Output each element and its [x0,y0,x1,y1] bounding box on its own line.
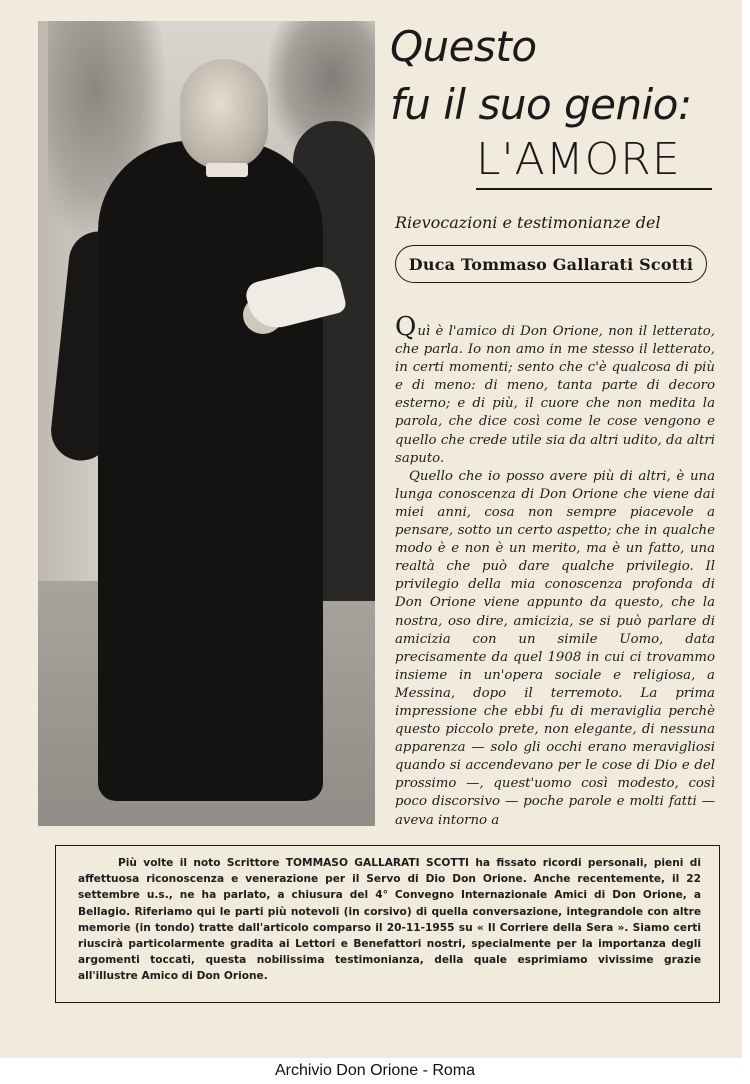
article-paragraph: Quello che io posso avere più di altri, è una lunga conoscenza di Don Orione che viene dai miei anni, cosa non sempre piacevole a pensare, sotto un certo aspetto; che in qualche modo è e non è un merito, ma è un fatto, una realtà che può dare qualche privilegio. Il privilegio della mia conoscenza profonda di Don Orione viene appunto da questo, che la nostra, oso dire, amicizia, se si può parlare di amicizia con un simile Uomo, data precisamente da quel 1908 in cui ci trovammo insieme in un'opera sociale e religiosa, a Messina, dopo il terremoto. La prima impressione che ebbi fu di meraviglia perchè questo piccolo prete, non elegante, di nessuna apparenza — solo gli occhi erano meravigliosi quando si accendevano per le cose di Dio e del prossimo —, quest'uomo così modesto, così poco discorsivo — poche parole e molti fatti — aveva intorno a [395,468,715,828]
article-body [395,312,715,830]
archive-footer: Archivio Don Orione - Roma [0,1058,750,1082]
article-paragraph: Quì è l'amico di Don Orione, non il letterato, che parla. Io non amo in me stesso il letterato, in certi momenti; sento che c'è qualcosa di più e di meno: di meno, tanta parte di decoro esterno; e di più, il cuore che non medita la parola, che dice così come le cose vengono e quello che crede utile sia da altri udito, da altri saputo. [395,312,715,466]
editor-note: Più volte il noto Scrittore TOMMASO GALLARATI SCOTTI ha fissato ricordi personali, pieni di affettuosa riconoscenza e venerazione per il Servo di Dio Don Orione. Anche recentemente, il 22 settembre u.s., ne ha parlato, a chiusura del 4° Convegno Internazionale Amici di Don Orione, a Bellagio. Riferiamo qui le parti più notevoli (in corsivo) di quella conversazione, integrandole con altre memorie (in tondo) tratte dall'articolo comparso il 20-11-1955 su « Il Corriere della Sera ». Siamo certi riuscirà particolarmente gradita ai Lettori e Benefattori nostri, specialmente per la importanza degli argomenti toccati, questa nobilissima testimonianza, della quale esprimiamo vivissime grazie all'illustre Amico di Don Orione. [78,857,701,983]
author-box [395,245,707,283]
title-line-1: Questo [390,22,537,71]
title-rule [476,188,712,190]
title-line-3: L'AMORE [476,134,681,185]
subtitle: Rievocazioni e testimonianze del [395,213,661,232]
dropcap: Q [395,312,417,342]
photo-priest [38,21,375,826]
author-name: Duca Tommaso Gallarati Scotti [408,254,694,274]
editor-note-box [55,845,720,1003]
title-line-2: fu il suo genio: [390,80,692,129]
